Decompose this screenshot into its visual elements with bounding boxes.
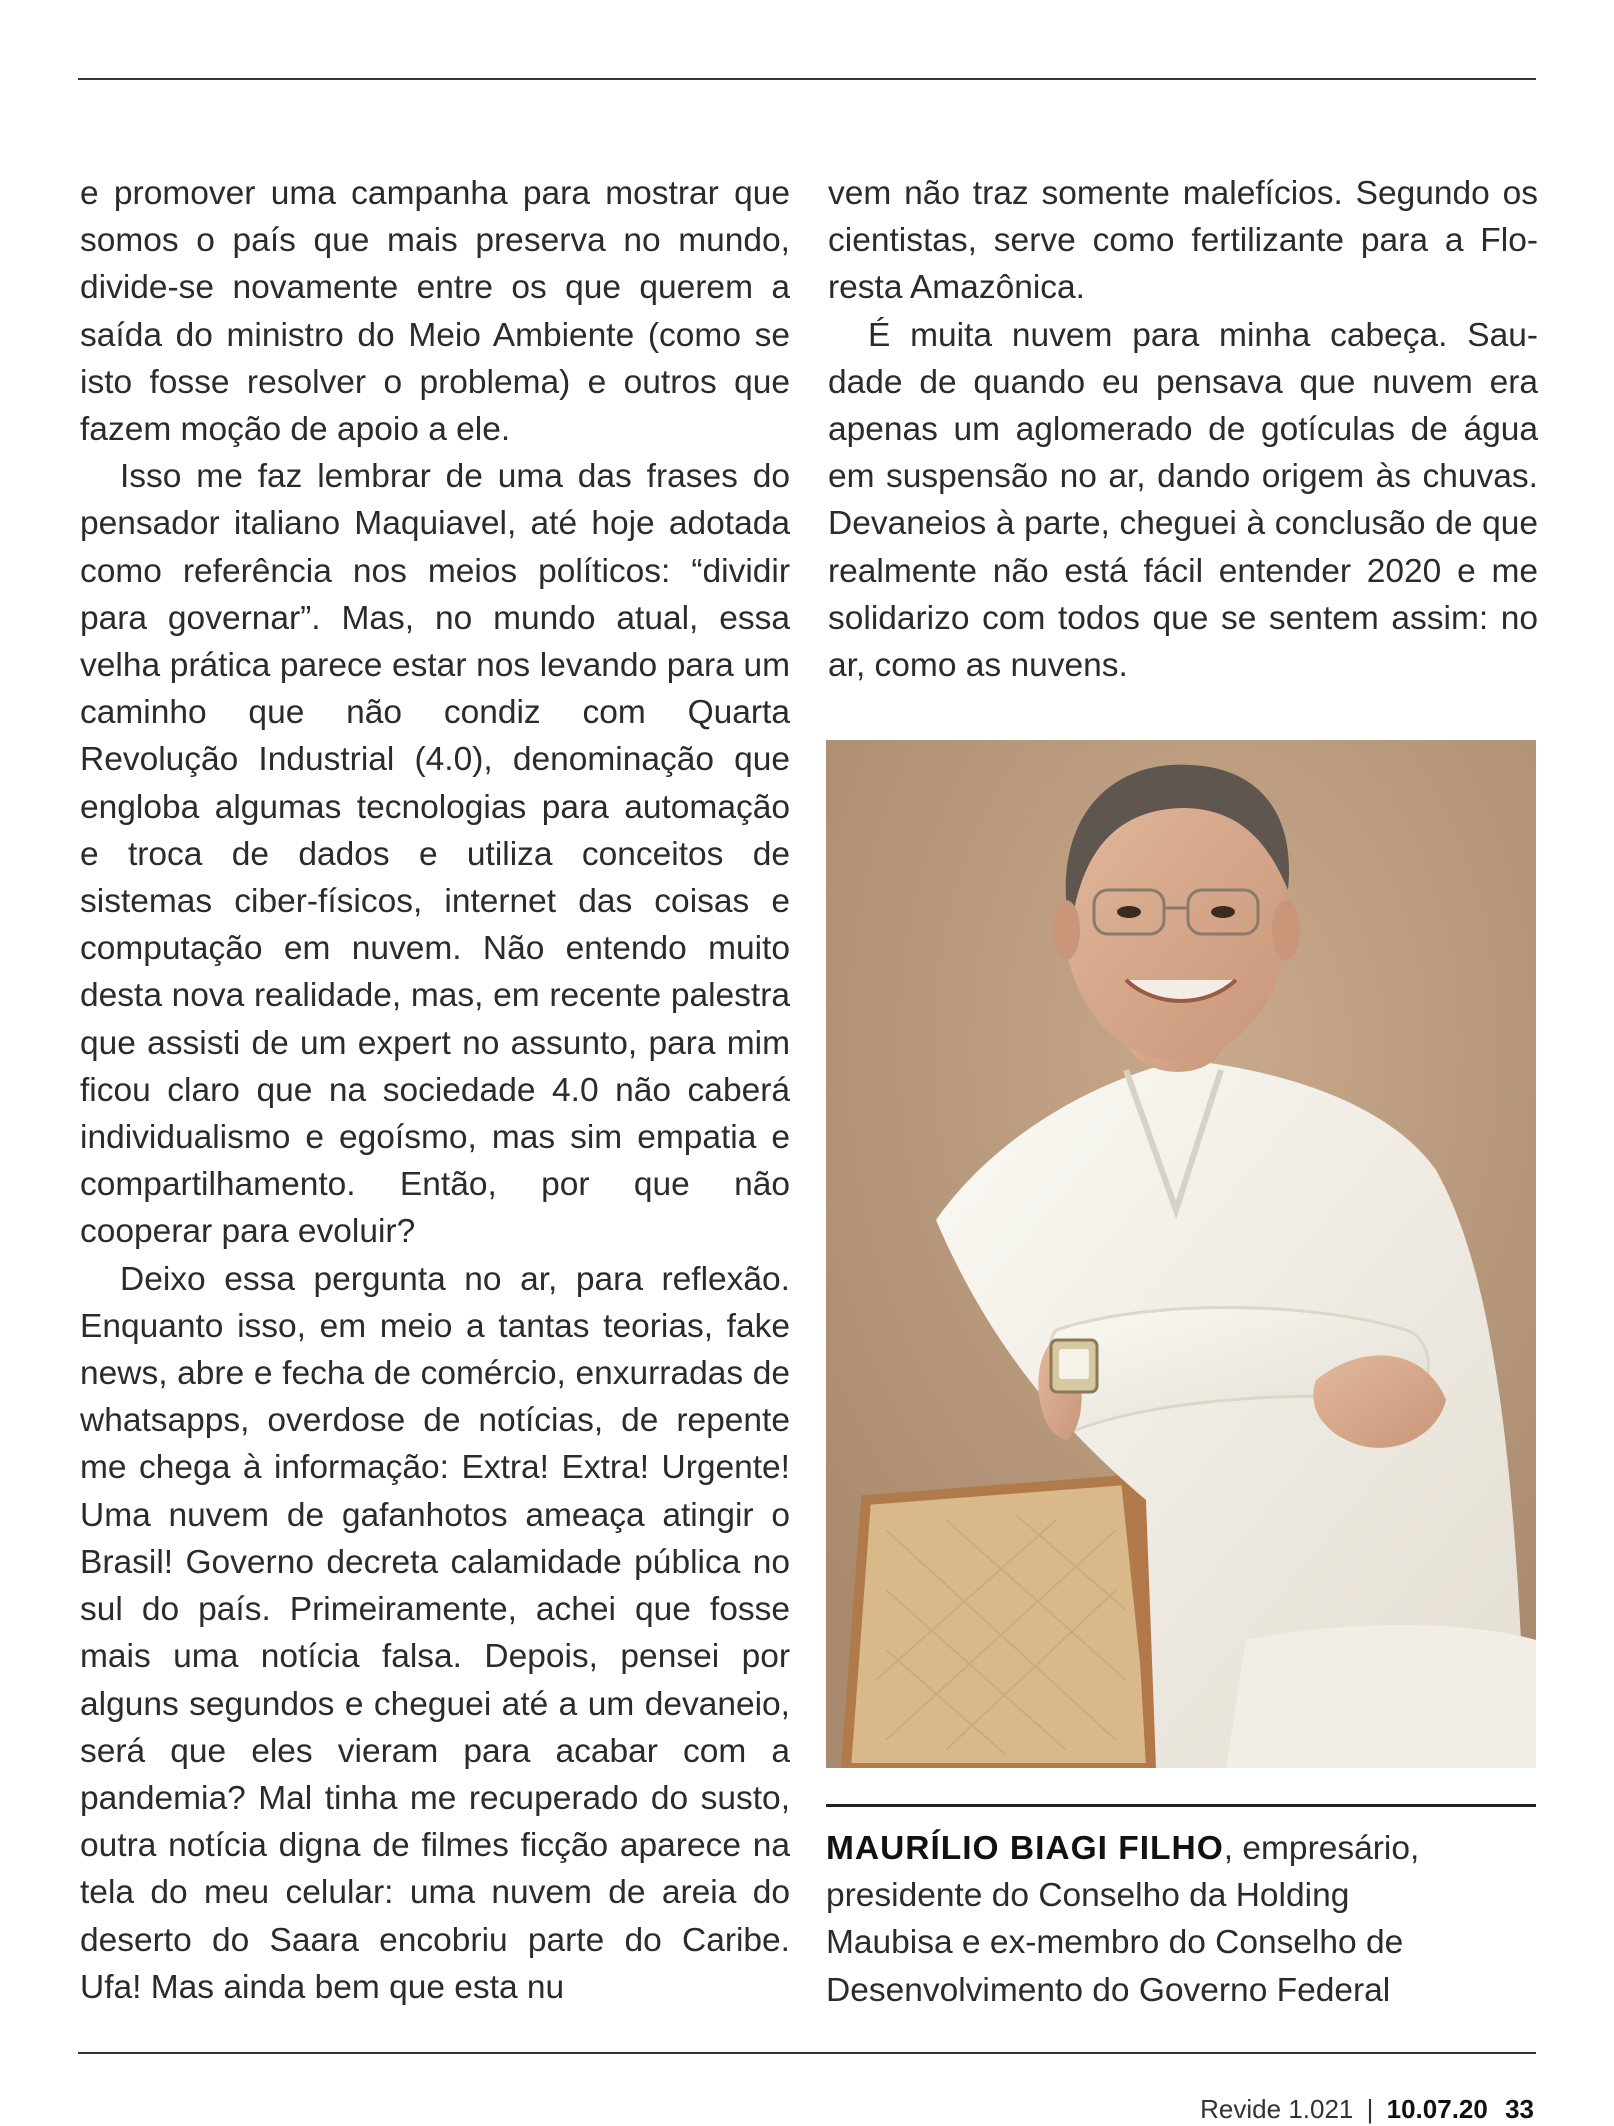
article-left-column (80, 170, 790, 2011)
paragraph: vem não traz somente malefícios. Segundo os cientistas, serve como fertilizante para a Floresta Amazônica. (828, 175, 1538, 307)
author-name: MAURÍLIO BIAGI FILHO (826, 1830, 1224, 1867)
author-portrait-photo (826, 740, 1536, 1768)
author-bio: , empresário, presidente do Conselho da Holding Maubisa e ex-membro do Conselho de Desenvolvimento do Governo Federal (826, 1830, 1420, 2009)
paragraph: e promover uma campanha para mostrar que somos o país que mais preserva no mundo, divide-se novamente entre os que querem a saída do ministro do Meio Ambiente (como se isto fosse resolver o problema) e outros que fazem moção de apoio a ele. (80, 175, 790, 449)
issue-date: 10.07.20 (1386, 2094, 1488, 2124)
page-footer (1200, 2093, 1534, 2125)
paragraph: Deixo essa pergunta no ar, para reflexão. Enquanto isso, em meio a tantas teorias, fake news, abre e fecha de comércio, enxurradas de whatsapps, overdose de notícias, de repente me chega à informação: Extra! Extra! Urgente! Uma nuvem de gafanhotos ameaça atingir o Brasil! Governo decreta calamidade pública no sul do país. Primeiramente, achei que fosse mais uma notícia falsa. Depois, pensei por alguns segundos e cheguei até a um devaneio, será que eles vieram para acabar com a pandemia? Mal tinha me recuperado do susto, outra notícia digna de filmes ficção aparece na tela do meu celular: uma nuvem de areia do deserto do Saara encobriu parte do Caribe. Ufa! Mas ainda bem que esta nu (80, 1260, 790, 2006)
paragraph: É muita nuvem para minha cabeça. Saudade de quando eu pensava que nuvem era apenas um aglomerado de gotículas de água em suspensão no ar, dando origem às chuvas. Devaneios à parte, cheguei à conclusão de que realmente não está fácil entender 2020 e me solidarizo com todos que se sentem assim: no ar, como as nuvens. (828, 316, 1538, 685)
author-caption (826, 1825, 1426, 2014)
portrait-illustration (826, 740, 1536, 1768)
header-rule (78, 78, 1536, 80)
page-number: 33 (1505, 2094, 1534, 2124)
paragraph: Isso me faz lembrar de uma das frases do pensador italiano Maquiavel, até hoje adotada como referência nos meios políticos: “dividir para governar”. Mas, no mundo atual, essa velha prática parece estar nos levando para um caminho que não condiz com Quarta Revolução Industrial (4.0), denominação que engloba algumas tecnologias para automação e troca de dados e utiliza conceitos de sistemas ciber-físicos, internet das coisas e computação em nuvem. Não entendo muito desta nova realidade, mas, em recente palestra que assisti de um expert no assunto, para mim ficou claro que na sociedade 4.0 não caberá individualismo e egoísmo, mas sim empatia e compartilhamento. Então, por que não cooperar para evoluir? (80, 458, 790, 1251)
footer-rule (78, 2052, 1536, 2054)
article-right-column (828, 170, 1538, 689)
caption-rule (826, 1804, 1536, 1807)
footer-separator: | (1366, 2094, 1374, 2124)
magazine-issue: Revide 1.021 (1200, 2094, 1354, 2124)
